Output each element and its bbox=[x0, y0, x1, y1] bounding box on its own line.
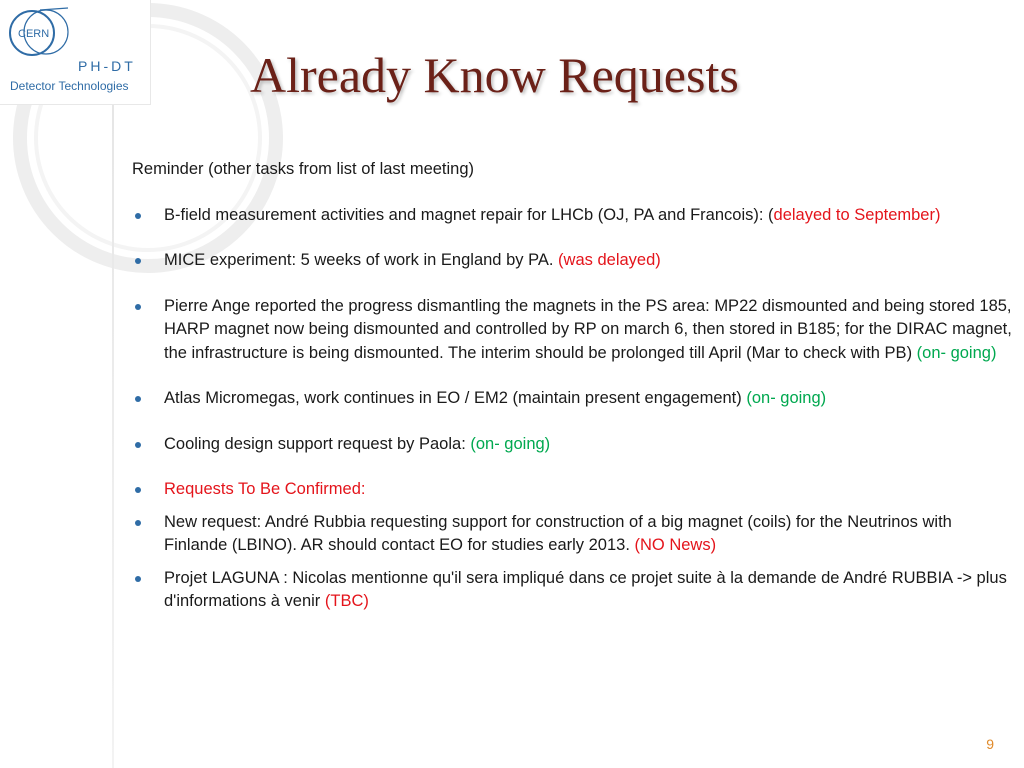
section-heading-requests-to-confirm: Requests To Be Confirmed: bbox=[164, 480, 366, 498]
item-status: (on- going) bbox=[916, 343, 997, 362]
list-item bbox=[132, 433, 1012, 457]
bullet-icon bbox=[135, 213, 141, 219]
bullet-icon bbox=[135, 487, 141, 493]
list-item bbox=[132, 387, 1012, 411]
bullet-icon bbox=[135, 576, 141, 582]
bullet-icon bbox=[135, 520, 141, 526]
cern-phdt-logo bbox=[0, 0, 151, 105]
item-text: Cooling design support request by Paola: bbox=[164, 434, 471, 453]
item-status: (NO News) bbox=[634, 536, 717, 554]
bullet-icon bbox=[135, 396, 141, 402]
item-text: Pierre Ange reported the progress dismantling the magnets in the PS area: MP22 dismounted and being stored 185, HARP magnet now being dismounted and controlled by RP on march 6, then stored in B185; for the DIRAC magnet, the infrastructure is being dismounted. The interim should be prolonged till April (Mar to check with PB) bbox=[164, 296, 1012, 362]
item-status: delayed to September) bbox=[773, 205, 941, 224]
list-item bbox=[132, 567, 1012, 614]
divider-line bbox=[112, 100, 114, 768]
item-status: (TBC) bbox=[324, 592, 369, 610]
item-text: B-field measurement activities and magnet repair for LHCb (OJ, PA and Francois): ( bbox=[164, 205, 774, 224]
item-text: New request: André Rubbia requesting support for construction of a big magnet (coils) for the Neutrinos with Finlande (LBINO). AR should contact EO for studies early 2013. bbox=[164, 512, 952, 554]
item-text: Atlas Micromegas, work continues in EO / EM2 (maintain present engagement) bbox=[164, 389, 747, 407]
logo-group-label: PH-DT bbox=[78, 58, 136, 74]
cern-logo-icon bbox=[6, 6, 76, 64]
bullet-icon bbox=[135, 258, 141, 264]
cern-logo-text: CERN bbox=[18, 28, 50, 40]
list-item bbox=[132, 478, 1012, 502]
list-item bbox=[132, 249, 1012, 273]
reminder-heading: Reminder (other tasks from list of last meeting) bbox=[132, 160, 475, 178]
bullet-icon bbox=[135, 304, 141, 310]
logo-subtitle: Detector Technologies bbox=[10, 79, 129, 93]
request-list bbox=[132, 204, 1012, 614]
item-status: (on- going) bbox=[746, 389, 827, 407]
item-status: (was delayed) bbox=[558, 251, 661, 269]
item-status: (on- going) bbox=[470, 434, 551, 453]
slide-title: Already Know Requests bbox=[250, 47, 739, 103]
list-item bbox=[132, 204, 1012, 228]
item-text: Projet LAGUNA : Nicolas mentionne qu'il sera impliqué dans ce projet suite à la demande de André RUBBIA -> plus d'informations à venir bbox=[164, 568, 1007, 610]
list-item bbox=[132, 295, 1012, 366]
item-text: MICE experiment: 5 weeks of work in England by PA. bbox=[164, 251, 559, 269]
bullet-icon bbox=[135, 442, 141, 448]
list-item bbox=[132, 511, 1012, 558]
slide-content bbox=[132, 158, 1012, 623]
page-number: 9 bbox=[986, 736, 994, 752]
